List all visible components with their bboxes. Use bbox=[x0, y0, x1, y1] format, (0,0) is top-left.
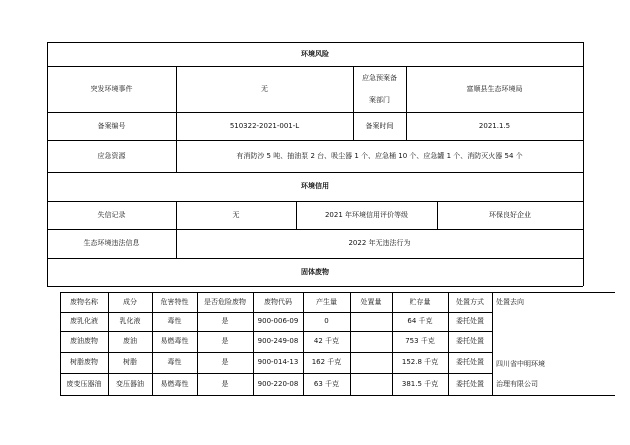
table-cell: 毒性 bbox=[167, 317, 182, 325]
waste-header: 处置量 bbox=[360, 297, 382, 306]
dishonest-value: 无 bbox=[232, 210, 240, 219]
table-cell: 废乳化液 bbox=[70, 317, 98, 325]
waste-header: 废物代码 bbox=[264, 297, 292, 306]
table-cell bbox=[350, 373, 392, 395]
waste-header: 是否危险废物 bbox=[204, 297, 246, 306]
record-no-value: 510322-2021-001-L bbox=[229, 121, 300, 130]
table-cell: 162 千克 bbox=[311, 358, 342, 366]
record-time-value: 2021.1.5 bbox=[478, 121, 511, 130]
section-title-env-risk: 环境风险 bbox=[301, 49, 329, 58]
table-cell: 委托处置 bbox=[456, 379, 484, 388]
table-cell: 900-006-09 bbox=[257, 317, 299, 325]
table-cell: 42 千克 bbox=[313, 337, 340, 345]
waste-header: 处置方式 bbox=[456, 297, 484, 306]
rating-label: 2021 年环境信用评价等级 bbox=[324, 210, 409, 219]
table-cell: 63 千克 bbox=[313, 379, 340, 388]
table-cell: 毒性 bbox=[167, 358, 182, 366]
table-cell: 树脂废物 bbox=[70, 358, 98, 366]
resources-value: 有消防沙 5 吨、抽油泵 2 台、吸尘器 1 个、应急桶 10 个、应急罐 1 个、消防灭火器 54 个 bbox=[236, 151, 523, 160]
table-cell: 委托处置 bbox=[456, 337, 484, 345]
table-cell: 委托处置 bbox=[456, 317, 484, 325]
waste-header: 产生量 bbox=[316, 297, 337, 306]
plan-dept-value: 富顺县生态环境局 bbox=[466, 84, 523, 93]
table-cell: 900-249-08 bbox=[257, 337, 299, 345]
table-cell: 废油废物 bbox=[70, 337, 98, 345]
dishonest-label: 失信记录 bbox=[97, 210, 126, 219]
destination-line: 四川省中明环境 bbox=[496, 359, 545, 368]
table-cell: 废变压器油 bbox=[66, 379, 102, 388]
plan-dept-label-line: 应急预案备 bbox=[362, 74, 397, 82]
table-cell: 152.8 千克 bbox=[401, 358, 439, 366]
record-no-label: 备案编号 bbox=[97, 121, 126, 130]
plan-dept-label-line: 案部门 bbox=[369, 96, 390, 104]
table-cell: 乳化液 bbox=[119, 317, 141, 325]
rating-value: 环保良好企业 bbox=[489, 210, 531, 219]
table-cell: 变压器油 bbox=[116, 379, 144, 388]
waste-header: 贮存量 bbox=[409, 297, 431, 306]
waste-header: 成分 bbox=[123, 297, 137, 306]
violation-label: 生态环境违法信息 bbox=[83, 239, 140, 247]
section-title-env-credit: 环境信用 bbox=[301, 182, 329, 190]
plan-dept-label bbox=[353, 66, 406, 112]
waste-header: 废物名称 bbox=[70, 297, 98, 306]
rule bbox=[60, 395, 615, 396]
table-cell: 900-220-08 bbox=[257, 379, 299, 388]
table-cell: 是 bbox=[221, 337, 229, 345]
table-cell bbox=[350, 331, 392, 352]
rule bbox=[47, 286, 583, 287]
table-cell bbox=[350, 352, 392, 373]
rule bbox=[583, 42, 584, 286]
table-cell: 是 bbox=[221, 379, 229, 388]
record-time-label: 备案时间 bbox=[365, 121, 394, 130]
violation-value: 2022 年无违法行为 bbox=[348, 239, 411, 247]
table-cell: 是 bbox=[221, 358, 229, 366]
destination-line: 治理有限公司 bbox=[496, 379, 538, 388]
table-cell: 381.5 千克 bbox=[401, 379, 439, 388]
table-cell: 900-014-13 bbox=[257, 358, 299, 366]
table-cell: 是 bbox=[221, 317, 229, 325]
table-cell: 树脂 bbox=[123, 358, 137, 366]
table-cell: 64 千克 bbox=[407, 317, 433, 325]
event-value: 无 bbox=[261, 84, 268, 93]
rule bbox=[492, 292, 493, 395]
waste-header: 处置去向 bbox=[496, 297, 524, 306]
table-cell: 753 千克 bbox=[405, 337, 435, 345]
event-label: 突发环境事件 bbox=[90, 84, 133, 93]
table-cell: 委托处置 bbox=[456, 358, 484, 366]
table-cell: 易燃毒性 bbox=[160, 379, 189, 388]
table-cell: 易燃毒性 bbox=[160, 337, 189, 345]
table-cell bbox=[350, 312, 392, 331]
resources-label: 应急资源 bbox=[97, 151, 126, 160]
table-cell: 0 bbox=[324, 317, 329, 325]
section-title-solid-waste: 固体废物 bbox=[301, 267, 329, 276]
waste-destination bbox=[494, 352, 584, 395]
waste-header: 危害特性 bbox=[160, 297, 189, 306]
table-cell: 废油 bbox=[123, 337, 137, 345]
